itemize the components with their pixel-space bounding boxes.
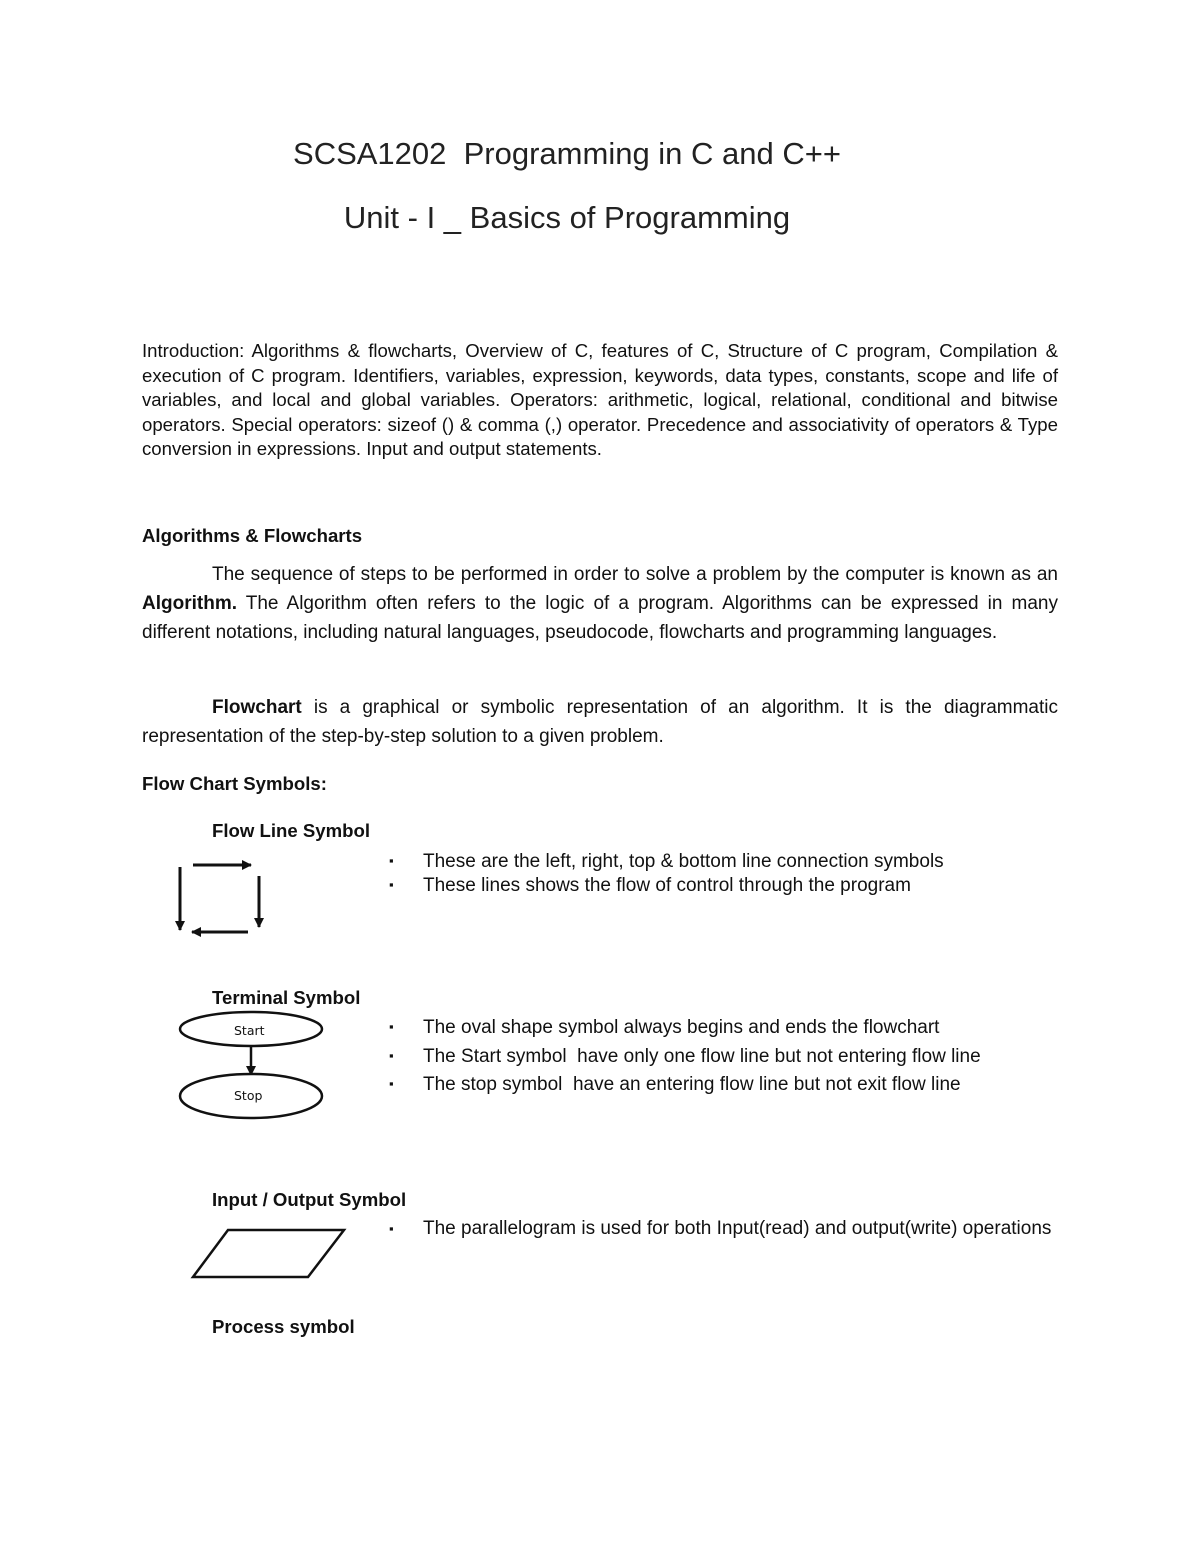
process-heading: Process symbol [212,1316,355,1337]
flowchart-paragraph [142,693,1058,751]
bullet-icon: ▪ [389,1221,394,1236]
document-title: SCSA1202 Programming in C and C++ [293,136,841,171]
symbols-heading: Flow Chart Symbols: [142,773,327,794]
algorithm-term: Algorithm. [142,593,237,614]
bullet-icon: ▪ [389,1019,394,1034]
io-bullet: ▪ The parallelogram is used for both Input(read) and output(write) operations [389,1214,1059,1243]
flow-line-bullet: ▪ These lines shows the flow of control through the program [389,871,911,900]
intro-paragraph: Introduction: Algorithms & flowcharts, Overview of C, features of C, Structure of C program, Compilation & execution of C program. Identifiers, variables, expression, keywords, data types, constants, scope and life of variables, and local and global variables. Operators: arithmetic, logical, relational, conditional and bitwise operators. Special operators: sizeof () & comma (,) operator. Precedence and associativity of operators & Type conversion in expressions. Input and output statements. [142,340,1058,460]
parallelogram-icon [190,1225,350,1281]
flowchart-term: Flowchart [212,697,302,718]
bullet-icon: ▪ [389,877,394,892]
algorithms-heading: Algorithms & Flowcharts [142,525,363,546]
unit-title: Unit - I _ Basics of Programming [343,200,791,235]
terminal-heading: Terminal Symbol [212,987,361,1008]
flow-line-bullet: ▪ These are the left, right, top & bottom line connection symbols [389,847,944,876]
start-label: Start [234,1023,265,1038]
bullet-icon: ▪ [389,853,394,868]
algorithm-text-start: The sequence of steps to be performed in order to solve a problem by the computer is known as an [212,564,1058,585]
io-heading: Input / Output Symbol [212,1189,407,1210]
bullet-icon: ▪ [389,1048,394,1063]
terminal-bullet: ▪ The oval shape symbol always begins and ends the flowchart [389,1013,939,1042]
terminal-symbol-diagram [175,1010,330,1125]
algorithm-text-end: The Algorithm often refers to the logic of a program. Algorithms can be expressed in many different notations, including natural languages, pseudocode, flowcharts and programming languages. [142,593,1058,643]
flowchart-text: is a graphical or symbolic representation of an algorithm. It is the diagrammatic representation of the step-by-step solution to a given problem. [142,697,1058,747]
flow-line-heading: Flow Line Symbol [212,820,371,841]
terminal-bullet: ▪ The Start symbol have only one flow line but not entering flow line [389,1042,981,1071]
terminal-bullet: ▪ The stop symbol have an entering flow line but not exit flow line [389,1070,961,1099]
stop-label: Stop [234,1088,263,1103]
algorithm-paragraph [142,560,1058,647]
bullet-icon: ▪ [389,1076,394,1091]
flow-line-arrows-icon [160,850,280,942]
